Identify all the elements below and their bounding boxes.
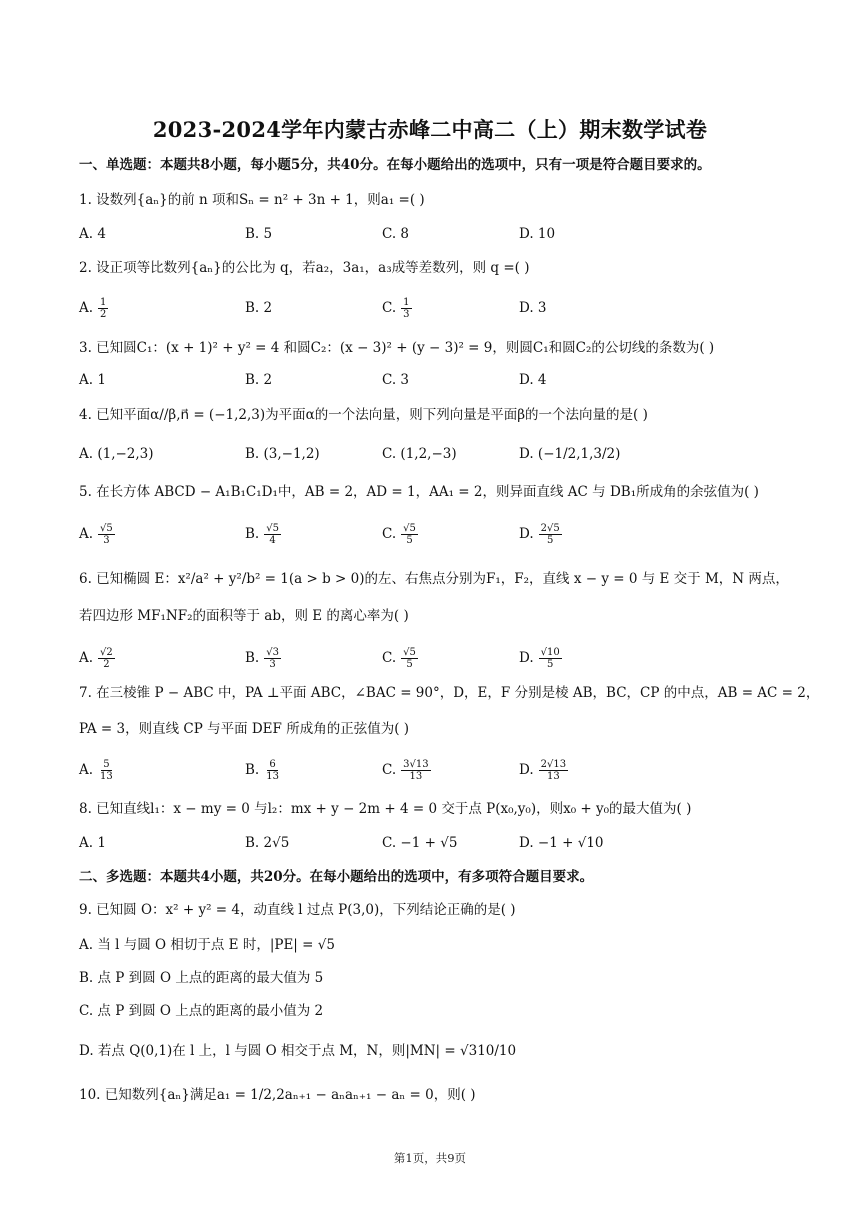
option-a: A. 1	[79, 372, 106, 388]
fraction	[98, 297, 108, 320]
fraction	[401, 647, 418, 670]
option-key: D.	[519, 526, 534, 542]
option-c: C. 8	[382, 226, 410, 242]
option-key: A.	[79, 650, 94, 666]
option-d: D. (−1/2,1,3/2)	[519, 446, 621, 462]
option-a	[79, 756, 116, 784]
denominator: 5	[547, 658, 554, 670]
numerator: 6	[269, 758, 276, 770]
option-d: D. −1 + √10	[519, 835, 604, 851]
option-b	[245, 520, 282, 548]
question-1: 1. 设数列{aₙ}的前 n 项和Sₙ = n² + 3n + 1，则a₁ =( )	[79, 192, 425, 208]
denominator: 5	[547, 534, 554, 546]
option-c	[382, 756, 432, 784]
question-9-option-d: D. 若点 Q(0,1)在 l 上，l 与圆 O 相交于点 M，N，则|MN| = √310/10	[79, 1043, 517, 1059]
question-10: 10. 已知数列{aₙ}满足a₁ = 1/2,2aₙ₊₁ − aₙaₙ₊₁ − aₙ = 0，则( )	[79, 1087, 476, 1103]
denominator: 13	[409, 770, 423, 782]
option-c	[382, 294, 413, 322]
option-b: B. 2	[245, 372, 273, 388]
option-a	[79, 644, 116, 672]
fraction	[401, 297, 411, 320]
option-key: C.	[382, 650, 397, 666]
page-title: 2023-2024学年内蒙古赤峰二中高二（上）期末数学试卷	[152, 117, 708, 142]
option-d: D. 4	[519, 372, 547, 388]
option-b: B. (3,−1,2)	[245, 446, 320, 462]
numerator: 3√13	[403, 758, 429, 770]
question-3: 3. 已知圆C₁：(x + 1)² + y² = 4 和圆C₂：(x − 3)² + (y − 3)² = 9，则圆C₁和圆C₂的公切线的条数为( )	[79, 340, 715, 356]
numerator: 1	[403, 296, 410, 308]
numerator: √5	[403, 646, 416, 658]
option-b: B. 5	[245, 226, 273, 242]
option-key: A.	[79, 526, 94, 542]
option-d	[519, 520, 563, 548]
option-d: D. 3	[519, 300, 547, 316]
option-key: D.	[519, 650, 534, 666]
fraction	[264, 759, 281, 782]
denominator: 13	[100, 770, 113, 782]
question-8: 8. 已知直线l₁：x − my = 0 与l₂：mx + y − 2m + 4 = 0 交于点 P(x₀,y₀)，则x₀ + y₀的最大值为( )	[79, 801, 692, 817]
section-heading-multiple-choice: 二、多选题：本题共4小题，共20分。在每小题给出的选项中，有多项符合题目要求。	[79, 869, 594, 885]
option-a: A. 4	[79, 226, 106, 242]
fraction	[539, 759, 568, 782]
numerator: 5	[103, 758, 110, 770]
option-b	[245, 644, 282, 672]
question-9-option-b: B. 点 P 到圆 O 上点的距离的最大值为 5	[79, 970, 324, 986]
denominator: 13	[266, 770, 279, 782]
fraction	[539, 647, 562, 670]
option-a: A. 1	[79, 835, 106, 851]
fraction	[264, 647, 281, 670]
question-7-line-1: 7. 在三棱锥 P − ABC 中，PA ⊥平面 ABC，∠BAC = 90°，D，E，F 分别是棱 AB，BC，CP 的中点，AB = AC = 2，	[79, 685, 820, 701]
fraction	[98, 647, 115, 670]
denominator: 4	[269, 534, 276, 546]
denominator: 5	[406, 658, 413, 670]
question-5: 5. 在长方体 ABCD − A₁B₁C₁D₁中，AB = 2，AD = 1，AA₁ = 2，则异面直线 AC 与 DB₁所成角的余弦值为( )	[79, 484, 759, 500]
numerator: √5	[266, 522, 279, 534]
option-c: C. −1 + √5	[382, 835, 458, 851]
option-d: D. 10	[519, 226, 556, 242]
question-9: 9. 已知圆 O：x² + y² = 4，动直线 l 过点 P(3,0)，下列结论正确的是( )	[79, 902, 516, 918]
denominator: 3	[103, 534, 110, 546]
page-footer: 第1页，共9页	[393, 1151, 467, 1165]
denominator: 3	[403, 308, 410, 320]
question-6-line-1: 6. 已知椭圆 E：x²/a² + y²/b² = 1(a > b > 0)的左、右焦点分别为F₁，F₂，直线 x − y = 0 与 E 交于 M，N 两点，	[79, 571, 789, 587]
denominator: 3	[269, 658, 276, 670]
question-7-line-2: PA = 3，则直线 CP 与平面 DEF 所成角的正弦值为( )	[79, 721, 410, 737]
question-9-option-c: C. 点 P 到圆 O 上点的距离的最小值为 2	[79, 1003, 324, 1019]
question-6-line-2: 若四边形 MF₁NF₂的面积等于 ab，则 E 的离心率为( )	[79, 608, 409, 624]
fraction	[264, 523, 281, 546]
option-c	[382, 644, 419, 672]
question-9-option-a: A. 当 l 与圆 O 相切于点 E 时，|PE| = √5	[79, 937, 335, 953]
numerator: √10	[540, 646, 560, 658]
fraction	[98, 759, 115, 782]
numerator: √2	[100, 646, 113, 658]
question-4: 4. 已知平面α//β,n⃗ = (−1,2,3)为平面α的一个法向量，则下列向量是平面β的一个法向量的是( )	[79, 407, 648, 423]
option-d	[519, 756, 569, 784]
denominator: 2	[100, 308, 107, 320]
question-2: 2. 设正项等比数列{aₙ}的公比为 q，若a₂，3a₁，a₃成等差数列，则 q =( )	[79, 260, 530, 276]
option-c: C. 3	[382, 372, 410, 388]
option-a	[79, 294, 109, 322]
denominator: 13	[547, 770, 560, 782]
option-b: B. 2√5	[245, 835, 290, 851]
option-key: B.	[245, 762, 260, 778]
numerator: 2√13	[540, 758, 567, 770]
option-key: B.	[245, 526, 260, 542]
numerator: 2√5	[540, 522, 560, 534]
fraction	[539, 523, 562, 546]
option-b: B. 2	[245, 300, 273, 316]
fraction	[98, 523, 115, 546]
option-key: A.	[79, 300, 94, 316]
section-heading-single-choice: 一、单选题：本题共8小题，每小题5分，共40分。在每小题给出的选项中，只有一项是符合题目要求的。	[79, 157, 711, 173]
fraction	[401, 523, 418, 546]
option-a: A. (1,−2,3)	[79, 446, 154, 462]
option-a	[79, 520, 116, 548]
numerator: 1	[100, 296, 107, 308]
option-key: C.	[382, 762, 397, 778]
numerator: √5	[403, 522, 416, 534]
option-d	[519, 644, 563, 672]
denominator: 5	[406, 534, 413, 546]
option-c: C. (1,2,−3)	[382, 446, 457, 462]
denominator: 2	[103, 658, 110, 670]
option-key: D.	[519, 762, 534, 778]
option-c	[382, 520, 419, 548]
option-key: A.	[79, 762, 94, 778]
option-key: C.	[382, 300, 397, 316]
fraction	[401, 759, 430, 782]
numerator: √3	[266, 646, 279, 658]
option-b	[245, 756, 282, 784]
numerator: √5	[100, 522, 113, 534]
option-key: B.	[245, 650, 260, 666]
option-key: C.	[382, 526, 397, 542]
